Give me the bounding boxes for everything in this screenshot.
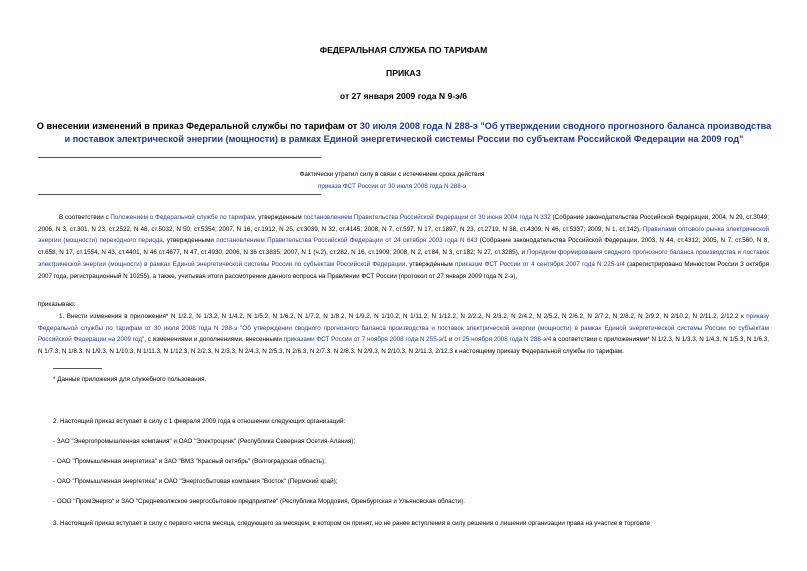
- notice-text: Фактически утратил силу в связи с истечением срока действия: [299, 171, 485, 178]
- preamble-link-1[interactable]: Положением о Федеральной службе по тарифам: [110, 214, 255, 221]
- preamble: [38, 212, 769, 282]
- preamble-link-5[interactable]: Порядком формирования сводного прогнозного баланса производства и поставок электрической энергии (мощности) в рамках Единой энергетической системы России по субъектам Российской Федерации: [38, 249, 769, 268]
- preamble-text-2: , утвержденным: [254, 214, 304, 221]
- org-item: - ОАО "Промышленная энергетика" и ЗАО "ВМЗ "Красный октябрь" (Волгоградская область);: [53, 458, 326, 465]
- footnote: * Данные приложения для служебного пользования.: [53, 376, 207, 383]
- org-item: - ЗАО "Энергопромышленная компания" и ОАО "Электроцинк" (Республика Северная Осетия-Алания);: [53, 438, 356, 445]
- item1-link-1[interactable]: приказу Федеральной службы по тарифам от 30 июля 2008 года N 288-э "Об утверждении сводного прогнозного баланса производства и поставок электрической энергии (мощности) в рамках Единой энергетической системы России по субъектам Российской Федерации на 2009 год": [38, 313, 769, 344]
- preamble-link-3[interactable]: Правилами оптового рынка электрической энергии (мощности) переходного периода: [38, 225, 769, 245]
- org-item: - ООО "ПромЭнерго" и ЗАО "Средневолжское энергосбытовое предприятие" (Республика Мордовия, Оренбургская и Ульяновская области).: [53, 498, 465, 505]
- footnote-rule: [53, 368, 102, 369]
- title-text: О внесении изменений в приказ Федеральной службы по тарифам от: [36, 121, 360, 131]
- divider-bottom: [38, 194, 321, 195]
- item-3: 3. Настоящий приказ вступает в силу с первого числа месяца, следующего за месяцем, в котором он принят, но не ранее вступления в силу решения о лишении организации права на участие в торговле: [53, 520, 650, 527]
- preamble-link-4[interactable]: постановлением Правительства Российской Федерации от 24 октября 2003 года N 643: [216, 237, 478, 245]
- preamble-text-1: В соответствии с: [59, 214, 111, 221]
- doc-title: [34, 120, 774, 145]
- item1-text-4: в соответствии с приложениями* N 1/2.3, N 1/3.3, N 1/4.3, N 1/5.3, N 1/6.3, N 1/7.3, N 1/8.3, N 1/9.3, N 1/10.3, N 1/11.3, N 1/12.3, N 2/2.3, N 2/3.3, N 2/4.3, N 2/5.3, N 2/6.3, N 2/7.3, N 2/8.3, N 2/9.3, N 2/10.3, N 2/11.3, 2/12.3 к настоящему приказу Федеральной службы по тарифам.: [38, 336, 769, 356]
- preamble-link-2[interactable]: постановлением Правительства Российской Федерации от 30 июня 2004 года N 332: [303, 214, 551, 221]
- item1-text-3: и: [447, 336, 455, 344]
- doc-type: ПРИКАЗ: [386, 68, 421, 78]
- title-link[interactable]: 30 июля 2008 года N 288-э "Об утверждении сводного прогнозного баланса производства и поставок электрической энергии (мощности) в рамках Единой энергетической системы России по субъектам Российской Федерации на 2009 год": [64, 121, 772, 144]
- agency-name: ФЕДЕРАЛЬНАЯ СЛУЖБА ПО ТАРИФАМ: [319, 45, 488, 55]
- preamble-text-7: (зарегистрировано Минюстом России 3 октября 2007 года, регистрационный N 10255), а также, учитывая итоги рассмотрения данного вопроса на Правлении ФСТ России (протокол от 27 января 2009 года N 2-э),: [38, 260, 769, 280]
- preamble-text-5: (Собрание законодательства Российской Федерации, 2003, N 44, ст.4312; 2005, N 7, ст.560, N 8, ст.658, N 17, ст.1554, N 43, ст.4401, N 46 ст.4677, N 47, ст.4930; 2006, N 36 ст.3835; 2007, N 1 (ч.2), ст.282, N 16, ст.1909; 2008, N 2, ст.84, N 3, ст.182; N 27, ст.3285), и: [38, 237, 770, 257]
- preamble-text-6: , утвержденным: [405, 260, 455, 268]
- org-item: - ОАО "Промышленная энергетика" и ОАО "Энергосбытовая компания "Восток" (Пермский край);: [53, 478, 338, 485]
- preamble-link-6[interactable]: приказом ФСТ России от 4 сентября 2007 года N 225-э/4: [455, 260, 625, 268]
- item-1: [38, 311, 769, 358]
- item-2: 2. Настоящий приказ вступает в силу с 1 февраля 2009 года в отношении следующих организаций:: [53, 418, 346, 425]
- prikazyvayu: приказываю:: [38, 301, 76, 308]
- item1-link-3[interactable]: от 25 ноября 2008 года N 288-э/4: [454, 336, 552, 344]
- status-notice: [270, 169, 514, 192]
- preamble-text-4: , утвержденными: [162, 237, 217, 245]
- item1-text-1: 1. Внести изменения в приложения* N 1/2.2, N 1/3.2, N 1/4.2, N 1/5.2, N 1/6.2, N 1/7.2, N 1/8.2, N 1/9.2, N 1/10.2, N 1/11.2, N 1/12.2, N 2/2.2, N 2/3.2, N 2/4.2, N 2/5.2, N 2/6.2, N 2/7.2, N 2/8.2, N 2/9.2, N 2/10.2, N 2/11.2, 2/12.2 к: [59, 313, 747, 320]
- preamble-text-3: (Собрание законодательства Российской Федерации, 2004, N 29, ст.3049; 2006, N 3, ст.301, N 23, ст.2522, N 48, ст.5032, N 50, ст.5354; 2007, N 16, ст.1912, N 25, ст.3039, N 32, ст.4145; 2008, N 7, ст.597, N 17, ст.1897, N 23, ст.2719, N 38, ст.4309, N 46, ст.5337; 2009, N 1, ст.142),: [38, 214, 769, 233]
- item1-link-2[interactable]: приказами ФСТ России от 7 ноября 2008 года N 255-э/1: [283, 336, 448, 344]
- divider-top: [38, 157, 321, 158]
- doc-date-number: от 27 января 2009 года N 9-э/6: [339, 91, 468, 101]
- notice-link[interactable]: приказа ФСТ России от 30 июля 2008 года N 288-э: [317, 182, 467, 190]
- item1-text-2: , с изменениями и дополнениями, внесенными: [144, 336, 284, 344]
